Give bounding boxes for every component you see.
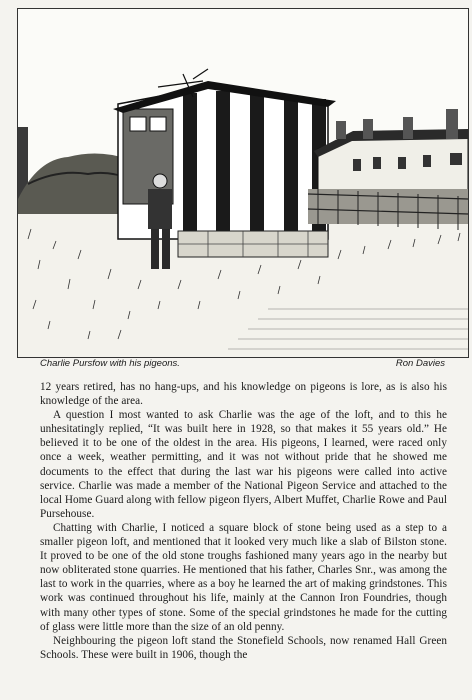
paragraph: A question I most wanted to ask Charlie was the age of the loft, and to this he unhesitatingly replied, “It was built here in 1928, so that makes it 55 years old.” He believed it to be one of the oldest in the area. His pigeons, I learned, were raced only once a week, weather permitting, and it was not without pride that he showed me documents to the effect that during the last war his pigeons were called into active service. Charlie was made a member of the National Pigeon Service and attached to the local Home Guard along with fellow pigeon flyers, Albert Muffet, Charlie Rowe and Paul Pursehouse. — [40, 409, 447, 520]
paragraph: 12 years retired, has no hang-ups, and his knowledge on pigeons is lore, as is also his knowledge of the area. — [40, 381, 447, 408]
figure-caption-row — [40, 358, 445, 372]
figure-credit: Ron Davies — [395, 358, 445, 369]
paragraph: Neighbouring the pigeon loft stand the Stonefield Schools, now renamed Hall Green Schools. These were built in 1906, though the — [40, 634, 447, 661]
pen-drawing-illustration — [17, 8, 469, 358]
figure-caption: Charlie Pursfow with his pigeons. — [40, 358, 180, 369]
paragraph: Chatting with Charlie, I noticed a square block of stone being used as a step to a smaller pigeon loft, and mentioned that it looked very much like a slab of Bilston stone. It proved to be one of the old stone troughs fashioned many years ago in the nearby but now obliterated stone quarries. He mentioned that his father, Charles Snr., was among the last to work in the quarries, where as a boy he learned the art of making grindstones. This work was continued throughout his life, mainly at the Cannon Iron Foundries, though with many other types of stone. Some of the special grindstones he made for the cutting of glass were little more than the size of an old penny. — [40, 521, 447, 633]
pigeon-loft-drawing — [18, 9, 468, 357]
article-body — [40, 380, 447, 662]
